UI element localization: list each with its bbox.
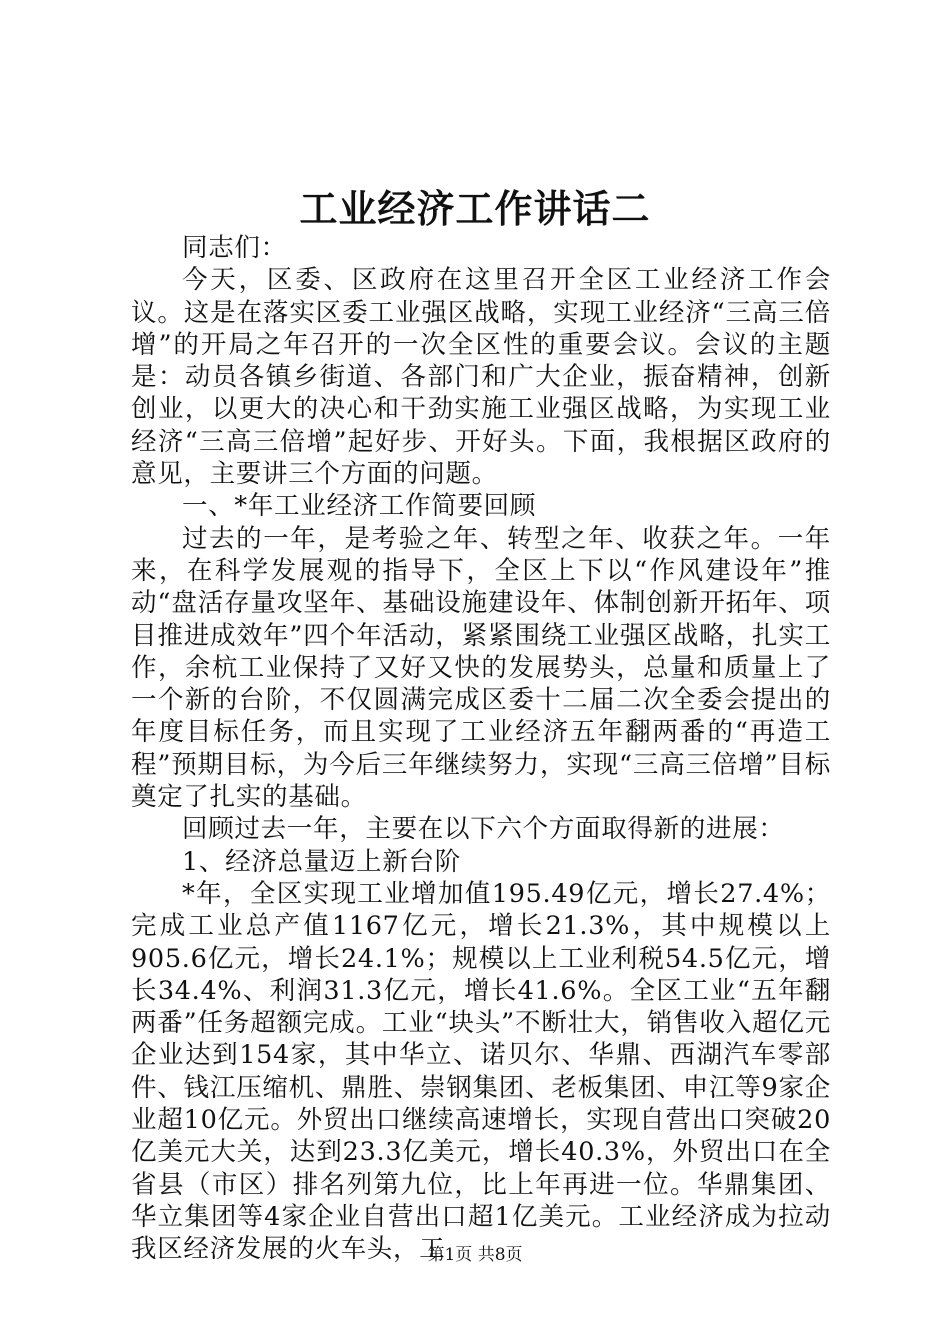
document-body [131, 232, 831, 1266]
salutation: 同志们： [182, 233, 287, 263]
paragraph-review: 过去的一年，是考验之年、转型之年、收获之年。一年来，在科学发展观的指导下，全区上下以“作风建设年”推动“盘活存量攻坚年、基础设施建设年、体制创新开拓年、项目推进成效年”四个年活动，紧紧围绕工业强区战略，扎实工作，余杭工业保持了又好又快的发展势头，总量和质量上了一个新的台阶，不仅圆满完成区委十二届二次全委会提出的年度目标任务，而且实现了工业经济五年翻两番的“再造工程”预期目标，为今后三年继续努力，实现“三高三倍增”目标奠定了扎实的基础。 [131, 523, 831, 813]
section-heading-1: 一、*年工业经济工作简要回顾 [182, 491, 537, 522]
subsection-heading-1: 1、经济总量迈上新台阶 [182, 846, 461, 877]
page-title: 工业经济工作讲话二 [299, 186, 651, 231]
page-number: 第1页 共8页 [427, 1245, 523, 1265]
paragraph-progress-intro: 回顾过去一年，主要在以下六个方面取得新的进展： [182, 814, 785, 845]
paragraph-intro: 今天，区委、区政府在这里召开全区工业经济工作会议。这是在落实区委工业强区战略，实现工业经济“三高三倍增”的开局之年召开的一次全区性的重要会议。会议的主题是：动员各镇乡街道、各部门和广大企业，振奋精神，创新创业，以更大的决心和干劲实施工业强区战略，为实现工业经济“三高三倍增”起好步、开好头。下面，我根据区政府的意见，主要讲三个方面的问题。 [131, 265, 831, 490]
paragraph-economic-total: *年，全区实现工业增加值195.49亿元，增长27.4%；完成工业总产值1167亿元，增长21.3%，其中规模以上905.6亿元，增长24.1%；规模以上工业利税54.5亿元，增长34.4%、利润31.3亿元，增长41.6%。全区工业“五年翻两番”任务超额完成。工业“块头”不断壮大，销售收入超亿元企业达到154家，其中华立、诺贝尔、华鼎、西湖汽车零部件、钱江压缩机、鼎胜、崇钢集团、老板集团、申江等9家企业超10亿元。外贸出口继续高速增长，实现自营出口突破20亿美元大关，达到23.3亿美元，增长40.3%，外贸出口在全省县（市区）排名列第九位，比上年再进一位。华鼎集团、华立集团等4家企业自营出口超1亿美元。工业经济成为拉动我区经济发展的火车头，工 [131, 878, 831, 1265]
